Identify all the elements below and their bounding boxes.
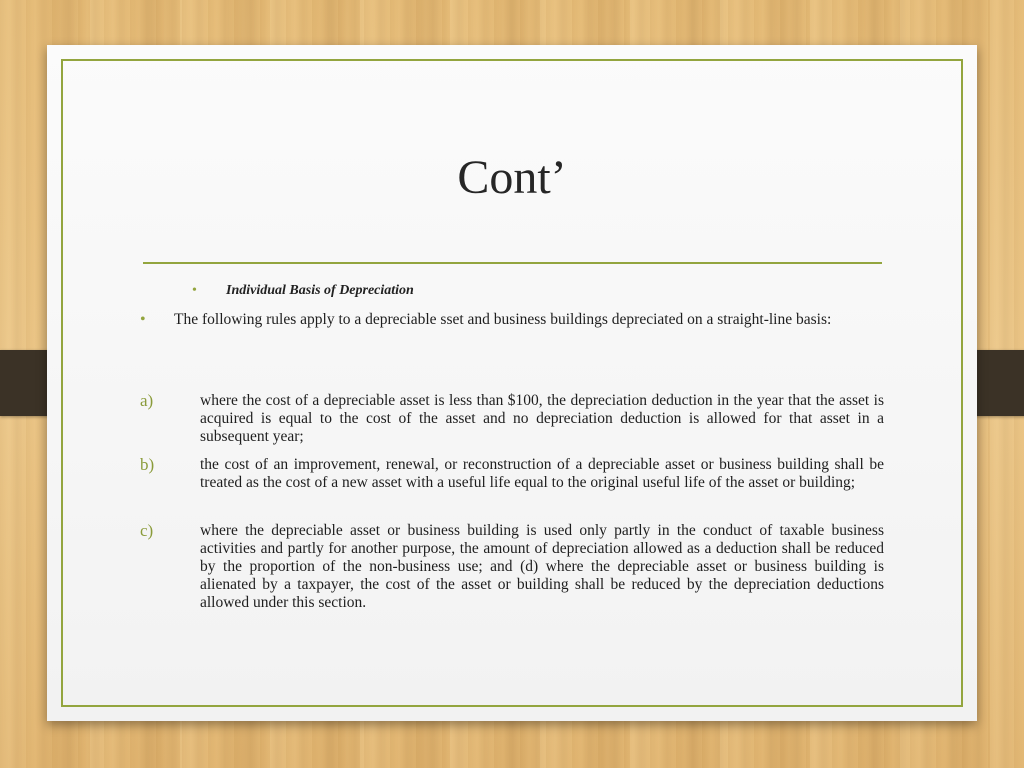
list-item [140, 456, 884, 492]
bullet-icon: • [192, 283, 197, 298]
title-divider [143, 262, 882, 264]
slide-card [47, 45, 977, 721]
list-marker: a) [140, 391, 154, 410]
list-item [140, 392, 884, 446]
slide-title: Cont’ [457, 151, 567, 204]
list-item-text: where the depreciable asset or business building is used only partly in the conduct of taxable business activities and partly for another purpose, the amount of depreciation allowed as a deduction shall be reduced by the proportion of the non-business use; and (d) where the depreciable asset or business building is alienated by a taxpayer, the cost of the asset or building shall be reduced by the depreciation deductions allowed under this section. [200, 522, 884, 611]
list-marker: c) [140, 521, 154, 540]
bullet-icon: • [140, 311, 146, 328]
subheading-text: Individual Basis of Depreciation [226, 283, 414, 298]
list-item-text: where the cost of a depreciable asset is less than $100, the depreciation deduction in the year that the asset is acquired is equal to the cost of the asset and no depreciation deduction is allowed for that asset in a subsequent year; [200, 392, 884, 445]
intro-paragraph [140, 311, 884, 329]
list-item-text: the cost of an improvement, renewal, or reconstruction of a depreciable asset or business building shall be treated as the cost of a new asset with a useful life equal to the original useful life of the asset or building; [200, 456, 884, 491]
intro-text: The following rules apply to a depreciable sset and business buildings depreciated on a straight-line basis: [174, 311, 832, 328]
list-item [140, 522, 884, 612]
list-marker: b) [140, 455, 155, 474]
subheading [192, 283, 414, 299]
